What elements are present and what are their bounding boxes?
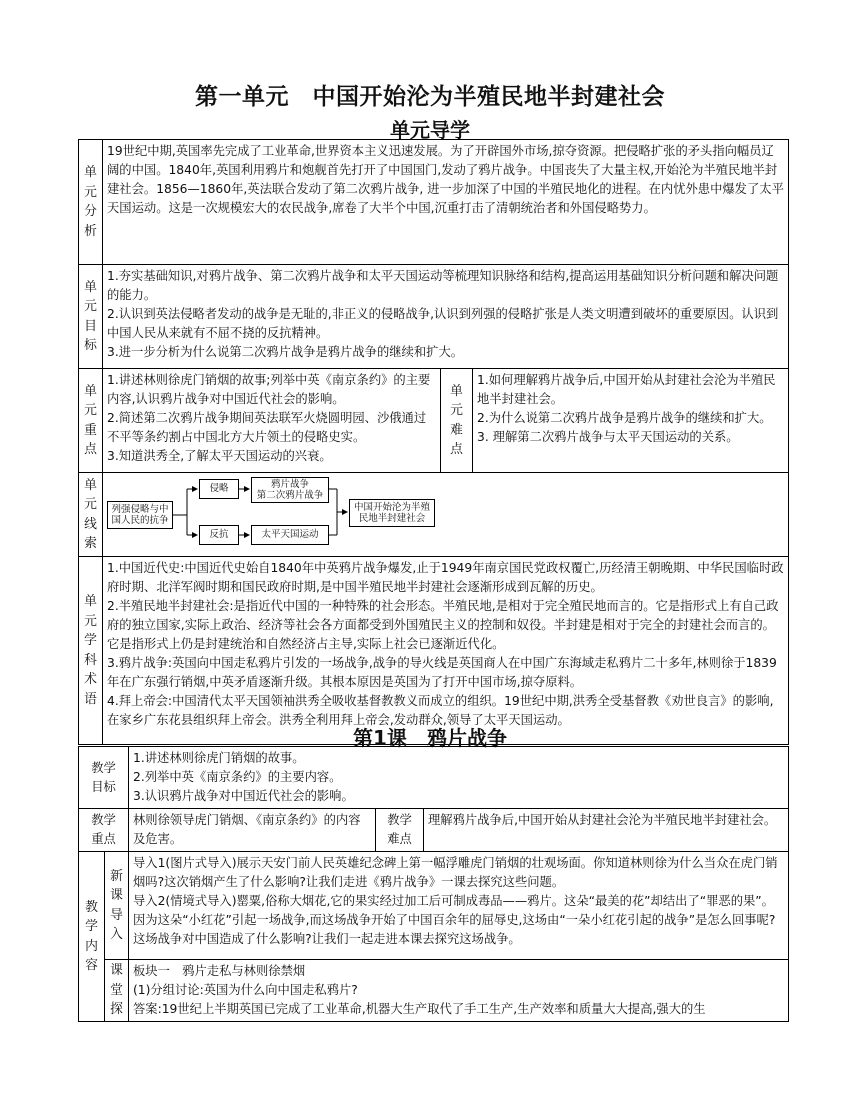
unit-goal-item: 2.认识到英法侵略者发动的战争是无耻的,非正义的侵略战争,认识到列强的侵略扩张是人类文明遭到破坏的重要原因。认识到中国人民从来就有不屈不挠的反抗精神。 (107, 307, 779, 340)
main-title: 第一单元 中国开始沦为半殖民地半封建社会 (195, 84, 665, 110)
unit-goal-item: 3.进一步分析为什么说第二次鸦片战争是鸦片战争的继续和扩大。 (107, 345, 464, 359)
lesson-goals-label: 教学目标 (91, 760, 116, 794)
unit-difficulty-content (473, 369, 789, 473)
clue-resistance-box: 反抗 (199, 525, 239, 545)
unit-difficulty-item: 3. 理解第二次鸦片战争与太平天国运动的关系。 (477, 430, 739, 444)
lesson-explore-item: (1)分组讨论:英国为什么向中国走私鸦片? (133, 983, 358, 997)
unit-goals-row (79, 265, 789, 369)
lesson-intro-label: 新课导入 (110, 868, 123, 942)
lesson-goals-content (129, 747, 789, 809)
lesson-explore-row (79, 960, 789, 1022)
lesson-goal-item: 3.认识鸦片战争对中国近代社会的影响。 (133, 789, 354, 803)
unit-key-item: 3.知道洪秀全,了解太平天国运动的兴衰。 (107, 449, 332, 463)
lesson-explore-content (129, 960, 789, 1022)
unit-key-item: 1.讲述林则徐虎门销烟的故事;列举中英《南京条约》的主要内容,认识鸦片战争对中国近代社会的影响。 (107, 373, 431, 406)
clue-taiping-box: 太平天国运动 (251, 525, 329, 545)
unit-terms-content (103, 557, 789, 745)
unit-difficulty-label-cell (441, 369, 473, 473)
unit-terms-row (79, 557, 789, 745)
lesson-intro-content (129, 852, 789, 960)
clue-root-box: 列强侵略与中国人民的抗争 (107, 501, 173, 529)
lesson-goal-item: 1.讲述林则徐虎门销烟的故事。 (133, 751, 305, 765)
lesson-key-text: 林则徐领导虎门销烟、《南京条约》的内容及危害。 (129, 809, 376, 852)
unit-analysis-text: 19世纪中期,英国率先完成了工业革命,世界资本主义迅速发展。为了开辟国外市场,掠夺资源。把侵略扩张的矛头指向幅员辽阔的中国。1840年,英国利用鸦片和炮舰首先打开了中国国门,发动了鸦片战争。中国丧失了大量主权,开始沦为半殖民地半封建社会。1856—1860年,英法联合发动了第二次鸦片战争, 进一步加深了中国的半殖民地化的进程。在内忧外患中爆发了太平天国运动。这是一次规模宏大的农民战争,席卷了大半个中国,沉重打击了清朝统治者和外国侵略势力。 (103, 140, 789, 265)
unit-term-item: 2.半殖民地半封建社会:是指近代中国的一种特殊的社会形态。半殖民地,是相对于完全殖民地而言的。它是指形式上有自己政府的独立国家,实际上政治、经济等社会各方面都受到外国殖民主义的控制和奴役。半封建是相对于完全的封建社会而言的。它是指形式上仍是封建统治和自然经济占主导,实际上社会已逐渐近代化。 (107, 599, 779, 651)
clue-opium-wars-box: 鸦片战争 第二次鸦片战争 (251, 477, 329, 503)
unit-goals-label: 单元目标 (84, 279, 97, 353)
unit-difficulty-label: 单元难点 (450, 383, 463, 457)
unit-clues-content (103, 473, 789, 557)
lesson-difficulty-text: 理解鸦片战争后,中国开始从封建社会沦为半殖民地半封建社会。 (424, 809, 789, 852)
lesson-content-label-cell (79, 852, 105, 1022)
lesson-explore-item: 板块一 鸦片走私与林则徐禁烟 (133, 964, 306, 978)
lesson-plan-table (78, 746, 789, 1022)
lesson-explore-item: 答案:19世纪上半期英国已完成了工业革命,机器大生产取代了手工生产,生产效率和质量大大提高,强大的生 (133, 1002, 706, 1016)
lesson-intro-item: 导入2(情境式导入)罂粟,俗称大烟花,它的果实经过加工后可制成毒品——鸦片。这朵“最美的花”却结出了“罪恶的果”。因为这朵“小红花”引起一场战争,而这场战争开始了中国百余年的屈辱史,这场由“一朵小红花引起的战争”是怎么回事呢?这场战争对中国造成了什么影响?让我们一起走进本课去探究这场战争。 (133, 894, 776, 946)
unit-goals-content (103, 265, 789, 369)
clue-outcome-box: 中国开始沦为半殖民地半封建社会 (349, 499, 435, 527)
section-title: 单元导学 (390, 118, 470, 142)
unit-term-item: 3.鸦片战争:英国向中国走私鸦片引发的一场战争,战争的导火线是英国商人在中国广东海域走私鸦片二十多年,林则徐于1839年在广东强行销烟,中英矛盾逐渐升级。其根本原因是英国为了打开中国市场,掠夺原料。 (107, 656, 777, 689)
unit-key-content (103, 369, 441, 473)
unit-difficulty-item: 1.如何理解鸦片战争后,中国开始从封建社会沦为半殖民地半封建社会。 (477, 373, 776, 406)
unit-terms-label-cell (79, 557, 103, 745)
unit-key-label-cell (79, 369, 103, 473)
clue-aggression-box: 侵略 (199, 479, 239, 499)
lesson-explore-label: 课堂探 (110, 963, 123, 1018)
unit-goal-item: 1.夯实基础知识,对鸦片战争、第二次鸦片战争和太平天国运动等梳理知识脉络和结构,提高运用基础知识分析问题和解决问题的能力。 (107, 269, 779, 302)
lesson-goal-item: 2.列举中英《南京条约》的主要内容。 (133, 770, 342, 784)
lesson-explore-label-cell (105, 960, 129, 1022)
clue-diagram (107, 477, 467, 553)
unit-analysis-label: 单元分析 (84, 165, 97, 239)
unit-analysis-row (79, 140, 789, 265)
unit-clues-label-cell (79, 473, 103, 557)
lesson-intro-row (79, 852, 789, 960)
unit-key-row (79, 369, 789, 473)
unit-goals-label-cell (79, 265, 103, 369)
lesson-key-row (79, 809, 789, 852)
unit-analysis-label-cell (79, 140, 103, 265)
unit-clues-row (79, 473, 789, 557)
lesson-key-label-cell (79, 809, 129, 852)
lesson-goals-label-cell (79, 747, 129, 809)
unit-key-label: 单元重点 (84, 383, 97, 457)
unit-guide-table (78, 139, 789, 745)
unit-key-item: 2.简述第二次鸦片战争期间英法联军火烧圆明园、沙俄通过不平等条约割占中国北方大片领土的侵略史实。 (107, 411, 427, 444)
lesson-intro-label-cell (105, 852, 129, 960)
lesson-difficulty-label: 教学难点 (387, 813, 412, 846)
unit-terms-label: 单元学科术语 (84, 594, 97, 707)
unit-term-item: 1.中国近代史:中国近代史始自1840年中英鸦片战争爆发,止于1949年南京国民党政权覆亡,历经清王朝晚期、中华民国临时政府时期、北洋军阀时期和国民政府时期,是中国半殖民地半封建社会逐渐形成到瓦解的历史。 (107, 561, 784, 594)
lesson-content-label: 教学内容 (85, 899, 98, 973)
lesson-goals-row (79, 747, 789, 809)
unit-clues-label: 单元线索 (84, 477, 97, 551)
lesson-difficulty-label-cell (376, 809, 424, 852)
unit-difficulty-item: 2.为什么说第二次鸦片战争是鸦片战争的继续和扩大。 (477, 411, 772, 425)
lesson-title: 第1课 鸦片战争 (353, 726, 507, 750)
unit-term-item: 4.拜上帝会:中国清代太平天国领袖洪秀全吸收基督教教义而成立的组织。19世纪中期,洪秀全受基督教《劝世良言》的影响,在家乡广东花县组织拜上帝会。洪秀全利用拜上帝会,发动群众,领导了太平天国运动。 (107, 694, 774, 727)
lesson-key-label: 教学重点 (91, 813, 116, 846)
lesson-intro-item: 导入1(图片式导入)展示天安门前人民英雄纪念碑上第一幅浮雕虎门销烟的壮观场面。你知道林则徐为什么当众在虎门销烟吗?这次销烟产生了什么影响?让我们走进《鸦片战争》一课去探究这些问题。 (133, 856, 778, 889)
